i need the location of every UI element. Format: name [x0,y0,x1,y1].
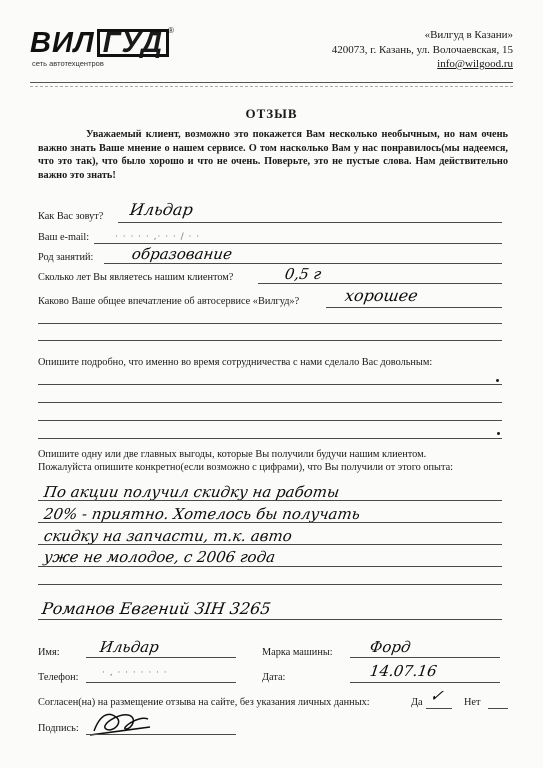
phone-label: Телефон: [38,672,79,683]
bottom-name-line [86,657,236,658]
impression-line-3 [38,340,502,341]
car-line [350,657,500,658]
date-answer: 14.07.16 [368,662,439,680]
name-answer: Ильдар [128,200,195,219]
satisfied-line-2 [38,402,502,403]
benefit-line-5 [38,584,502,585]
phone-line [86,682,236,683]
occupation-line [104,263,502,264]
form-title: ОТЗЫВ [245,106,298,121]
consent-no-line [488,708,508,709]
years-client-answer: 0,5 г [283,265,323,283]
impression-line-1 [326,307,502,308]
company-logo [30,28,180,74]
logo-wordmark [30,28,180,58]
bottom-name-answer: Ильдар [98,638,161,656]
email-answer: · · · · · ,· · · / · · [115,232,201,242]
years-client-label: Сколько лет Вы являетесь нашим клиентом? [38,272,234,283]
impression-label: Каково Ваше общее впечатление об автосервисе «Вилгуд»? [38,296,300,307]
benefit-line-3 [38,544,502,545]
address-line-2: 420073, г. Казань, ул. Волочаевская, 15 [331,43,513,56]
extra-handwritten-line: Романов Евгений ЗІН 3265 [40,599,273,618]
benefit-line-6 [38,619,502,620]
logo-word-part1: ВИЛ [30,27,95,59]
benefit-answer-line-1: По акции получил скидку на работы [42,483,341,501]
benefit-question-line-2: Пожалуйста опишите конкретно(если возможно с цифрами), что Вы получили от этого опыта: [38,462,454,473]
date-label: Дата: [262,672,286,683]
benefit-question-line-1: Опишите одну или две главных выгоды, которые Вы получили будучи нашим клиентом. [38,449,427,460]
logo-word-part2: ГУД [97,29,169,57]
occupation-answer: образование [130,245,234,263]
signature-label: Подпись: [38,723,79,734]
satisfied-line-3 [38,420,502,421]
email-line [94,243,502,244]
signature-line [86,734,236,735]
benefit-answer-line-3: скидку на запчасти, т.к. авто [42,527,294,545]
logo-tagline: сеть автотехцентров [32,59,104,68]
name-line [118,222,502,223]
ink-dot [497,432,500,435]
benefit-answer-line-2: 20% - приятно. Хотелось бы получать [42,505,362,523]
intro-paragraph: Уважаемый клиент, возможно это покажется Вам несколько необычным, но нам очень важно знать Ваше мнение о нашем сервисе. О том насколько Вам у нас понравилось(мы надеемся, что это так), что было хорошо и что не очень. Поверьте, это не пустые слова. Нам действительно важно это знать! [38,129,508,181]
benefit-line-1 [38,500,502,501]
occupation-label: Род занятий: [38,252,94,263]
satisfied-line-4 [38,438,502,439]
phone-answer: · , · · · · · · · [102,668,168,678]
company-email: info@wilgood.ru [437,58,513,70]
satisfied-question: Опишите подробно, что именно во время сотрудничества с нами сделало Вас довольным: [38,357,433,368]
benefit-line-4 [38,566,502,567]
car-label: Марка машины: [262,647,333,658]
address-line-1: «Вилгуд в Казани» [424,29,513,41]
company-address [332,28,513,72]
consent-yes-line [426,708,452,709]
benefit-line-2 [38,522,502,523]
satisfied-line-1 [38,384,502,385]
consent-text: Согласен(на) на размещение отзыва на сайте, без указания личных данных: [38,697,370,708]
header-divider [30,82,513,83]
impression-answer: хорошее [343,286,420,305]
benefit-answer-line-4: уже не молодое, с 2006 года [42,548,277,566]
consent-yes-label: Да [411,697,423,708]
consent-yes-checkmark[interactable]: ✓ [428,686,445,705]
name-label: Как Вас зовут? [38,211,104,222]
years-client-line [258,283,502,284]
date-line [350,682,500,683]
bottom-name-label: Имя: [38,647,60,658]
consent-no-label: Нет [464,697,481,708]
impression-line-2 [38,323,502,324]
email-label: Ваш e-mail: [38,232,90,243]
car-answer: Форд [368,638,412,656]
logo-registered-mark: ® [168,26,174,35]
ink-dot [496,379,499,382]
header-divider-dashed [30,86,513,87]
